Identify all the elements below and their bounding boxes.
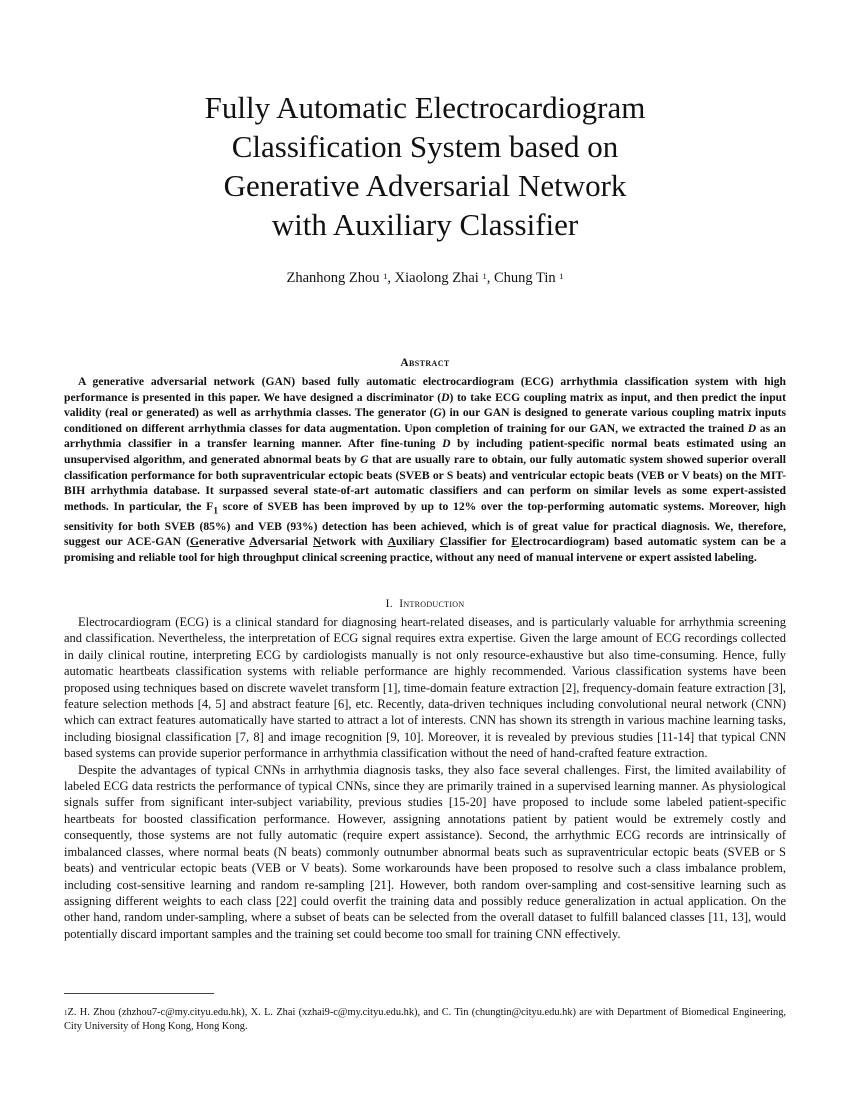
acronym-rest: uxiliary <box>395 535 440 549</box>
abstract-segment: ) in our GAN is designed to generate various coupling matrix inputs conditioned on different arrhythmia classes for data augmentation. Upon completion of training for our GAN, we extracted the trained <box>64 406 786 435</box>
author-name: Zhanhong Zhou <box>286 270 380 286</box>
abstract-segment: that are usually rare to obtain, our fully automatic system showed superior overall classification performance for both supraventricular ectopic beats (SVEB or S beats) and ventricular ectopic beats (VEB or V beats) on the MIT-BIH arrhythmia database. It surpassed several state-of-art automatic classifiers and can perform on similar levels as some expert-assisted methods. In particular, the F <box>64 452 787 513</box>
acronym-initial: A <box>249 535 258 549</box>
section-number: I. <box>385 598 393 610</box>
footnote-divider <box>64 993 214 994</box>
generator-symbol: G <box>433 406 442 420</box>
abstract-segment: by including patient-specific normal beats estimated using an unsupervised algorithm, and generated abnormal beats by <box>64 437 786 466</box>
acronym-rest: lassifier for <box>448 535 512 549</box>
acronym-rest: dversarial <box>257 535 313 549</box>
abstract-segment: A generative adversarial network (GAN) based fully automatic electrocardiogram (ECG) arrhythmia classification system with high performance is presented in this paper. We have designed a discriminator ( <box>64 375 786 404</box>
abstract-segment: as an arrhythmia classifier in a transfer learning manner. After fine-tuning <box>64 421 786 451</box>
acronym-rest: enerative <box>198 535 250 549</box>
affiliation-marker: 1 <box>383 271 388 281</box>
abstract-text <box>64 374 786 565</box>
title-line: Generative Adversarial Network <box>223 168 627 203</box>
footnote-text: Z. H. Zhou (zhzhou7-c@my.cityu.edu.hk), X. L. Zhai (xzhai9-c@my.cityu.edu.hk), and C. Tin (chungtin@cityu.edu.hk) are with Department of Biomedical Engineering, City University of Hong Kong, Hong Kong. <box>64 1007 786 1032</box>
author-list <box>100 268 750 288</box>
abstract-heading: Abstract <box>400 357 450 369</box>
title-line: Fully Automatic Electrocardiogram <box>204 90 646 125</box>
footnote <box>64 1006 786 1034</box>
footnote-marker: 1 <box>64 1009 68 1017</box>
abstract-segment: ) based automatic system can be a promising and reliable tool for high throughput clinical screening practice, without any need of manual intervene or expert assisted labeling. <box>64 535 786 564</box>
abstract-segment: ) to take ECG coupling matrix as input, and then predict the input validity (real or generated) as well as arrhythmia classes. The generator ( <box>64 390 786 420</box>
generator-symbol: G <box>360 452 369 466</box>
affiliation-marker: 1 <box>482 271 487 281</box>
affiliation-marker: 1 <box>559 271 564 281</box>
acronym-rest: lectrocardiogram <box>519 535 606 549</box>
paper-title <box>100 88 750 244</box>
acronym-initial: N <box>312 535 322 549</box>
introduction-heading <box>64 596 786 612</box>
acronym-initial: A <box>387 535 396 549</box>
author-name: Xiaolong Zhai <box>394 270 479 286</box>
author-name: Chung Tin <box>493 270 556 286</box>
author-separator: , <box>486 270 494 286</box>
section-title: Introduction <box>399 598 465 610</box>
title-line: Classification System based on <box>231 129 619 164</box>
acronym-initial: E <box>511 535 520 549</box>
discriminator-symbol: D <box>441 390 450 404</box>
acronym-initial: G <box>189 535 199 549</box>
paragraph: Electrocardiogram (ECG) is a clinical standard for diagnosing heart-related diseases, and is particularly valuable for arrhythmia screening and classification. Nevertheless, the interpretation of ECG signal requires extra expertise. Given the large amount of ECG recordings collected in daily clinical routine, interpreting ECG by cardiologists manually is not only resource-exhaustive but also time-consuming. Hence, fully automatic heartbeats classification systems with reliable performance are highly recommended. Various classification systems have been proposed using techniques based on discrete wavelet transform [1], time-domain feature extraction [2], frequency-domain feature extraction [3], feature selection methods [4, 5] and abstract feature [6], etc. Recently, data-driven techniques including convolutional neural network (CNN) which can extract features automatically have started to attract a lot of interests. CNN has shown its strength in various machine learning tasks, including biosignal classification [7, 8] and image recognition [9, 10]. Moreover, it is revealed by previous studies [11-14] that typical CNN based systems can provide superior performance in arrhythmia classification without the need of hand-crafted feature extraction. <box>64 615 786 761</box>
abstract-segment: score of SVEB has been improved by up to 12% over the top-performing automatic systems. Moreover, high sensitivity for both SVEB (85%) and VEB (93%) detection has been achieved, which is of great value for practical diagnosis. We, therefore, suggest our ACE-GAN ( <box>64 499 787 549</box>
author-separator: , <box>387 270 395 286</box>
acronym-rest: etwork with <box>321 535 388 549</box>
title-line: with Auxiliary Classifier <box>271 207 579 242</box>
discriminator-symbol: D <box>442 437 451 451</box>
acronym-initial: C <box>439 535 449 549</box>
introduction-body <box>64 614 786 942</box>
discriminator-symbol: D <box>747 421 757 435</box>
paragraph: Despite the advantages of typical CNNs in arrhythmia diagnosis tasks, they also face several challenges. First, the limited availability of labeled ECG data restricts the performance of typical CNNs, since they are primarily trained in a supervised learning manner. As physiological signals suffer from significant inter-subject variability, previous studies [15-20] have proposed to include some labeled patient-specific heartbeats for boosted classification performance. However, assigning annotations patient by patient would be extremely costly and consequently, those systems are not fully automatic (require expert assistance). Second, the arrhythmic ECG records are intrinsically of imbalanced classes, where normal beats (N beats) commonly outnumber abnormal beats such as supraventricular ectopic beats (SVEB or S beats) and ventricular ectopic beats (VEB or V beats). Some workarounds have been proposed to resolve such a class imbalance problem, including cost-sensitive learning and random re-sampling [21]. However, both random over-sampling and cost-sensitive learning such as assigning different weights to each class [22] could overfit the training data and possibly reduce generalization in actual application. On the other hand, random under-sampling, where a subset of beats can be selected from the overall dataset to fulfill balanced classes [11, 13], would potentially discard important samples and the training set could become too small for training CNN effectively. <box>64 762 786 941</box>
f1-subscript: 1 <box>213 505 219 517</box>
